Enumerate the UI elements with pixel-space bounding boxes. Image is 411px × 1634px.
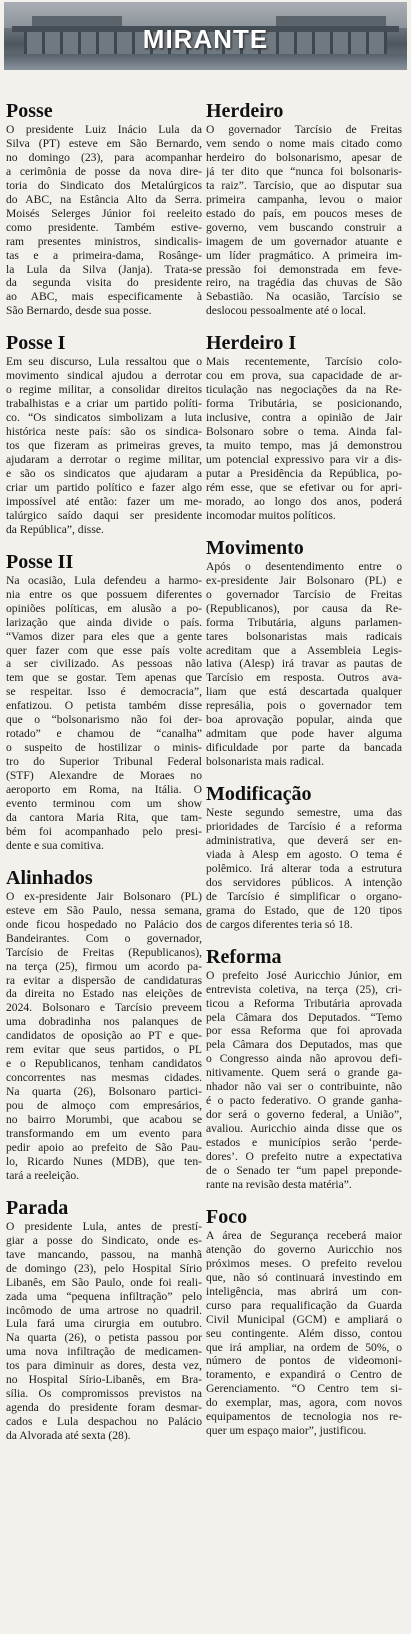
article-text-line: se respeitar. Isso é democracia”, [6,685,202,699]
article-body [6,890,202,1183]
article-text-line: inclusive, contra a opinião de Jair [206,411,402,425]
article-text-line: da cantora Maria Rita, que tam- [6,810,202,824]
article-text-line: trabalhistas e a criar um partido políti- [6,397,202,411]
article-headline: Herdeiro [206,100,284,122]
article-text-line: nia entre os que possuem diferentes [6,587,202,601]
article-text-line: enfatizou. O petista também disse [6,699,202,713]
article-text-line: ex-presidente Jair Bolsonaro (PL) e [206,573,402,587]
article-text-line: número de pontos de videomoni- [206,1354,402,1368]
article-text-line: Civil Municipal (GCM) e ampliará o [206,1312,402,1326]
article-body [206,969,402,1192]
article-text-line: viada à Alesp em agosto. O tema é [206,847,402,861]
article-text-line: Tarcísio de Freitas (Republicanos), [6,945,202,959]
article-text-line: Lula fará uma cirurgia em outubro. [6,1317,202,1331]
article-text-line: que o “bolsonarismo não foi der- [6,713,202,727]
article-text-line: incômodo de uma artrose no quadril. [6,1303,202,1317]
article-text-line: ajudaram a derrotar o regime militar, [6,453,202,467]
right-column [206,100,402,1452]
article-text-line: avaliou. Auricchio ainda disse que os [206,1122,402,1136]
article-text-line: prioridades de Tarcísio é a reforma [206,820,402,834]
article-text-line: na terça (25), firmou um acordo pa- [6,959,202,973]
article-text-line: concorrentes nas mesmas cidades. [6,1071,202,1085]
article-text-line: criar um partido político e fazer algo [6,480,202,494]
article-text-line: o regime militar, a consolidar direitos [6,383,202,397]
article-text-line: pou de almoço com empresários, [6,1099,202,1113]
article-text-line: quer fazer com que esse país volte [6,643,202,657]
article-text-line: do ABC, na Estância Alto da Serra. [6,192,202,206]
article-text-line: Sebastião. Na ocasião, Tarcísio se [206,290,402,304]
article-text-line: bém foi acompanhado pelo presi- [6,824,202,838]
article-text-line: do exemplar, mas, agora, com novos [206,1396,402,1410]
article-text-line: da segunda visita do presidente [6,276,202,290]
article-text-line: um líder pragmático. A primeira im- [206,248,402,262]
left-column [6,100,202,1457]
article-text-line: onde ficou hospedado no Palácio dos [6,917,202,931]
article-text-line: no bairro Morumbi, que acabou se [6,1113,202,1127]
article-text-line: incomodar muitos políticos. [206,508,336,522]
article-text-line: Mais recentemente, Tarcísio colo- [206,355,402,369]
article-text-line: lo, Ricardo Nunes (MDB), que ten- [6,1154,202,1168]
article-text-line: O ex-presidente Jair Bolsonaro (PL) [6,889,202,903]
article-text-line: Na quarta (26), o petista passou por [6,1331,202,1345]
article-text-line: morado, ao longo dos anos, poderá [206,494,402,508]
article-body [206,355,402,522]
article-text-line: (Republicanos), por causa da Re- [206,601,402,615]
article-modificacao [206,783,402,932]
article-text-line: toramento, e expandirá o Centro de [206,1368,402,1382]
article-text-line: da direita no Estado nas eleições de [6,987,202,1001]
article-text-line: liam que está descartada qualquer [206,685,402,699]
article-text-line: ta muito tempo, mas já demonstrou [206,439,402,453]
article-text-line: Bandeirantes. Com o governador, [6,931,202,945]
article-text-line: ra evitar a dispersão de candidaturas [6,973,202,987]
article-text-line: ticou a Reforma Tributária aprovada [206,996,402,1010]
article-text-line: no domingo (23), para acompanhar [6,150,202,164]
article-text-line: tos que fizeram as primeiras greves, [6,439,202,453]
article-text-line: rem evitar que seus partidos, o PL [6,1043,202,1057]
article-text-line: O presidente Lula, antes de prestí- [6,1219,202,1233]
article-text-line: tave mancando, passou, na manhã [6,1247,202,1261]
article-text-line: ao ABC, mais especificamente à [6,290,202,304]
article-text-line: pressão foi demonstrada em feve- [206,262,402,276]
banner-reflection [4,54,407,70]
article-text-line: equipamentos de tecnologia nos re- [206,1410,402,1424]
article-headline: Posse [6,100,53,122]
article-text-line: ticulação nas negociações da na Re- [206,383,402,397]
article-text-line: quer um espaço maior”, justificou. [206,1424,367,1438]
article-text-line: o governador Tarcísio de Freitas [206,587,402,601]
article-text-line: co. “Os sindicatos simbolizam a luta [6,411,202,425]
article-text-line: tas e a primeira-dama, Rosânge- [6,248,202,262]
article-text-line: imagem de um governador atuante e [206,234,402,248]
article-text-line: larização que ainda divide o país. [6,615,202,629]
article-text-line: tará a reeleição. [6,1168,80,1182]
article-text-line: de o Senado ter “um papel preponde- [206,1164,402,1177]
article-text-line: atenção do governo Auricchio nos [206,1242,402,1256]
article-text-line: Bolsonaro sobre o tema. Ainda fal- [206,425,402,439]
article-text-line: da Alvorada até sexta (28). [6,1429,131,1443]
article-text-line: sília. Os compromissos previstos na [6,1387,202,1401]
article-text-line: histórica neste país: são os sindica- [6,425,202,439]
article-text-line: entrevista coletiva, na terça (25), cri- [206,982,402,996]
article-text-line: Neste segundo semestre, uma das [206,806,402,820]
article-text-line: (STF) Alexandre de Moraes no [6,769,202,783]
article-text-line: São Bernardo, desde sua posse. [6,304,152,318]
article-text-line: dente e sua comitiva. [6,838,104,852]
article-text-line: a ser civilizado. As pessoas não [6,657,202,671]
article-text-line: la Lula da Silva (Janja). Trata-se [6,262,202,276]
article-text-line: primeira campanha, levou o maior [206,192,402,206]
article-body [206,560,402,769]
article-text-line: de domingo (23), pelo Hospital Sírio [6,1261,202,1275]
article-text-line: ta raiz”. Tarcísio, que ao disputar sua [206,178,402,192]
article-text-line: acreditam que a Assembleia Legis- [206,643,402,657]
article-text-line: e o Republicanos, tenham candidatos [6,1057,202,1071]
article-text-line: curso para requalificação da Guarda [206,1298,402,1312]
article-text-line: Libanês, em São Paulo, onde foi reali- [6,1275,202,1289]
article-text-line: O prefeito José Auricchio Júnior, em [206,968,402,982]
article-text-line: evento terminou com um show [6,796,202,810]
article-text-line: já ter dito que “nunca foi bolsonaris- [206,164,402,178]
article-text-line: transformando em um evento para [6,1127,202,1140]
article-text-line: Na quarta (26), Bolsonaro partici- [6,1085,202,1099]
article-text-line: nhador não vai ser o contribuinte, não [206,1080,402,1094]
article-body [6,355,202,536]
article-text-line: cou em prova, sua capacidade de ar- [206,369,402,383]
article-body [6,1220,202,1443]
article-text-line: da República”, disse. [6,522,104,536]
article-body [206,123,402,318]
article-headline: Posse II [6,550,74,573]
article-posse-i [6,332,202,536]
article-foco [206,1206,402,1438]
article-text-line: bolsonarista mais radical. [206,755,325,769]
article-text-line: polêmico. Irá alterar toda a estrutura [206,861,402,875]
article-text-line: tem que se gostar. Tem apenas que [6,671,202,685]
article-text-line: no Hospital Sírio-Libanês, em Bra- [6,1373,202,1387]
article-text-line: dificuldade por parte da bancada [206,741,402,755]
article-text-line: a cerimônia de posse da nova dire- [6,164,202,178]
article-text-line: Silva (PT) esteve em São Bernardo, [6,136,202,150]
article-text-line: pela Câmara dos Deputados, mas que [206,1038,402,1052]
article-text-line: rotado” e chamou de “canalha” [6,727,202,741]
article-text-line: estado do país, em poucos meses de [206,206,402,220]
article-headline: Modificação [206,783,312,806]
article-text-line: inteligência, mas abrirá um con- [206,1284,402,1298]
article-text-line: A área de Segurança receberá maior [206,1228,402,1242]
article-headline: Posse I [6,332,66,355]
article-text-line: herdeiro do bolsonarismo, apesar de [206,150,402,164]
article-text-line: pela Câmara dos Deputados. “Temo [206,1010,402,1024]
article-headline: Movimento [206,536,304,559]
article-text-line: Moisés Selerges Júnior foi reeleito [6,206,202,220]
article-text-line: Em seu discurso, Lula ressaltou que o [6,355,202,369]
article-text-line: um potencial expressivo para vir a dis- [206,453,402,467]
article-alinhados [6,867,202,1183]
article-text-line: giar a posse do Sindicato, onde es- [6,1233,202,1247]
article-text-line: Tarcísio em resposta. Outros ava- [206,671,402,685]
article-text-line: ram presentes ministros, sindicalis- [6,234,202,248]
article-text-line: seu contingente. Além disso, contou [206,1326,402,1340]
article-body [6,574,202,853]
article-text-line: que, não só continuará investindo em [206,1270,402,1284]
article-text-line: vem sendo o nome mais citado como [206,136,402,150]
article-text-line: dos servidores públicos. A intenção [206,875,402,889]
article-text-line: aeroporto em Roma, na Itália. O [6,783,202,797]
article-text-line: O governador Tarcísio de Freitas [206,123,402,136]
article-text-line: candidatos de oposição ao PT e que- [6,1029,202,1043]
article-parada [6,1197,202,1443]
article-text-line: próximos meses. O prefeito revelou [206,1256,402,1270]
article-text-line: administrativa, que deverá ser en- [206,833,402,847]
article-text-line: toria do Sindicato dos Metalúrgicos [6,178,202,192]
article-text-line: o Congresso ainda não aprovou defi- [206,1052,402,1066]
article-text-line: pedir apoio ao prefeito de São Pau- [6,1140,202,1154]
article-text-line: movimento sindical ajudou a derrotar [6,369,202,383]
article-text-line: O presidente Luiz Inácio Lula da [6,123,202,136]
article-posse-ii [6,551,202,853]
article-text-line: represália, pois o governador tem [206,699,402,713]
article-text-line: admitam que pode haver alguma [206,727,402,741]
article-text-line: zada uma “pequena infiltração” pelo [6,1289,202,1303]
article-text-line: agenda do presidente foram desmar- [6,1401,202,1415]
article-text-line: Na ocasião, Lula defendeu a harmo- [6,573,202,587]
article-text-line: forma Tributária, se posicionando, [206,397,402,411]
article-text-line: forma Tributária, alguns parlamen- [206,615,402,629]
article-movimento [206,537,402,769]
article-headline: Reforma [206,945,282,968]
article-herdeiro [206,100,402,318]
article-text-line: governo, vem buscando construir a [206,220,402,234]
article-text-line: de cargos diferentes teria só 18. [206,917,353,931]
article-headline: Alinhados [6,866,93,889]
article-text-line: deslocou pessoalmente até o local. [206,304,367,318]
article-body [6,123,202,318]
article-text-line: estados e municípios serão ‘perde- [206,1136,402,1150]
article-text-line: rém esse, que se efetivar ou for apri- [206,480,402,494]
article-body [206,1229,402,1438]
article-herdeiro-i [206,332,402,522]
article-text-line: é o pacto federativo. O grande ganha- [206,1094,402,1108]
article-headline: Foco [206,1205,248,1228]
article-text-line: dor será o governo federal, a União”, [206,1108,402,1122]
article-text-line: boa aprovação popular, ainda que [206,713,402,727]
article-text-line: tos para diminuir as dores, desta vez, [6,1359,202,1373]
article-text-line: talúrgico saído daqui ser presidente [6,508,202,522]
masthead-title: MIRANTE [142,24,269,54]
article-body [206,806,402,932]
article-text-line: e são os sindicatos que ajudaram a [6,466,202,480]
article-text-line: grama do Estado, que de 120 tipos [206,903,402,917]
article-text-line: impossível até então: fazer um me- [6,494,202,508]
article-text-line: o suspeito de hostilizar o minis- [6,741,202,755]
article-text-line: como presidente. Também estive- [6,220,202,234]
article-text-line: por essa Reforma que foi aprovada [206,1024,402,1038]
article-text-line: que irá ampliar, na ordem de 50%, o [206,1340,402,1354]
article-text-line: tro do Superior Tribunal Federal [6,755,202,769]
article-headline: Herdeiro I [206,332,297,355]
article-text-line: dores’. O prefeito nutre a expectativa [206,1150,402,1164]
article-text-line: esteve em São Paulo, nessa semana, [6,903,202,917]
article-text-line: lativa (Alesp) irá travar as pautas de [206,657,402,671]
article-text-line: 2024. Bolsonaro e Tarcísio preveem [6,1001,202,1015]
article-text-line: nitivamente. Quem será o grande ga- [206,1066,402,1080]
article-text-line: uma dobradinha nos palanques de [6,1015,202,1029]
article-text-line: rante na revisão desta matéria”. [206,1177,352,1191]
article-text-line: tares bolsonaristas mais radicais [206,629,402,643]
masthead-banner [4,2,407,70]
article-text-line: putar a Presidência da República, po- [206,466,402,480]
article-text-line: cados e Lula despachou no Palácio [6,1415,202,1429]
article-text-line: de Tarcísio é simplificar o organo- [206,889,402,903]
article-text-line: “Vamos dizer para eles que a gente [6,629,202,643]
article-text-line: Gerenciamento. “O Centro tem si- [206,1382,402,1396]
article-reforma [206,946,402,1192]
article-text-line: Após o desentendimento entre o [206,559,402,573]
article-text-line: reiro, na tragédia das chuvas de São [206,276,402,290]
article-text-line: uma nova infiltração de medicamen- [6,1345,202,1359]
article-text-line: opiniões políticas, em alusão a po- [6,601,202,615]
article-posse [6,100,202,318]
article-headline: Parada [6,1196,69,1219]
